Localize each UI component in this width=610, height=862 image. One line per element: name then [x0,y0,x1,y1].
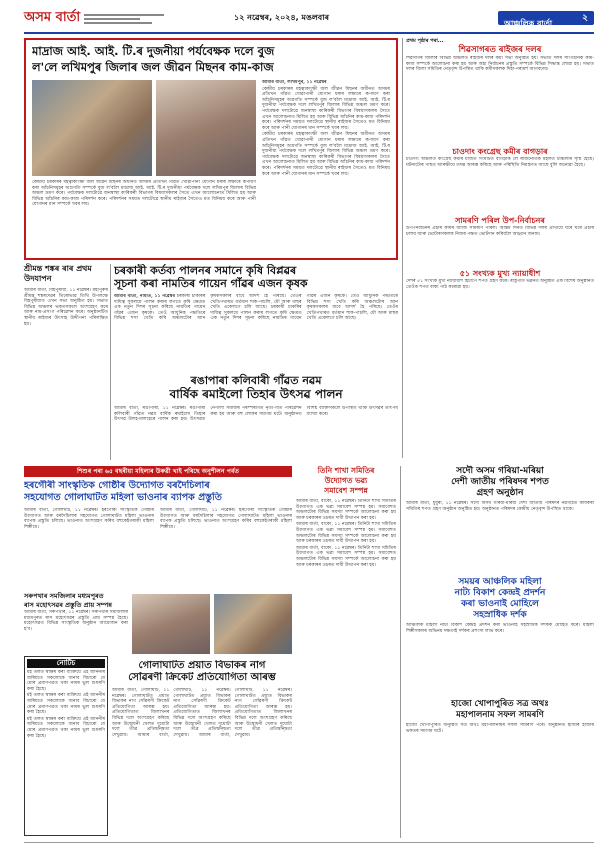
top-story-text-lower: কেন্দ্ৰীয় চৰকাৰৰ মহত্বাকাংক্ষী জল জীৱন মিছনৰ অধীনত অসমৰ প্ৰতিখন গাঁৱত খোৱাপানী যোগান ধৰাৰ লক্ষ্যৰে ৰূপায়ণ কৰা আঁচনিসমূহৰ অগ্ৰগতি সম্পৰ্কে বুজ ল'বলৈ মাদ্ৰাজ আই. আই. টি.ৰ দুজনীয়া পৰ্যবেক্ষক দলে লখিমপুৰ জিলাৰ বিভিন্ন অঞ্চল ভ্ৰমণ কৰে। পৰ্যবেক্ষক দলটোৱে জনস্বাস্থ্য কাৰিকৰী বিভাগৰ বিষয়াসকলৰ সৈতে এখন আলোচনাত মিলিত হয় আৰু বিভিন্ন আঁচনিৰ কাম-কাজ পৰিদৰ্শন কৰে। পৰিদৰ্শনৰ সময়ত দলটোৱে স্থানীয় ৰাইজৰ সৈতেও মত বিনিময় কৰে আৰু পানী যোগানৰ মান সম্পৰ্কে খবৰ লয়। [32,180,256,208]
notice-text-3: মই তলত স্বাক্ষৰ কৰা ব্যক্তিয়ে এই জাননীৰ জৰিয়তে সকলোকে জনাব বিচাৰো যে মোৰ প্ৰমাণপত্ৰত থকা নামৰ ভুল শুধৰণি কৰা হৈছে। [27,716,105,739]
mr-text-cont: আমাৰ বাৰ্তা, বাকো, ১১ নৱেম্বৰ। তিনিটা শাখা সমিতিৰ উদ্যোগত এক ভৱ্য সমাবেশ সম্পন্ন হয়। সমাবেশত অঞ্চলটোৰ বিভিন্ন সমস্যা সম্পৰ্কে আলোচনা কৰা হয় আৰু চৰকাৰৰ ওচৰত দাবী উত্থাপন কৰা হয়। [296,522,396,545]
rangapara-headline: বাৰ্ষিক ৰমাইলো তিহাৰ উৎসৱ পালন [169,387,343,401]
notice-text: মই তলত স্বাক্ষৰ কৰা ব্যক্তিয়ে এই জাননীৰ জৰিয়তে সকলোকে জনাব বিচাৰো যে মোৰ প্ৰমাণপত্ৰত থকা নামৰ ভুল শুধৰণি কৰা হৈছে। [27,670,105,692]
story5-headline-2: দেশী জাতীয় পৰিষদৰ শপত [451,477,549,487]
top-story-body [262,80,390,256]
notice-text-2: মই তলত স্বাক্ষৰ কৰা ব্যক্তিয়ে এই জাননীৰ জৰিয়তে সকলোকে জনাব বিচাৰো যে মোৰ প্ৰমাণপত্ৰত থকা নামৰ ভুল শুধৰণি কৰা হৈছে। [27,693,105,716]
golaghat-headline-2: সোঁৱৰণী ক্ৰিকেট প্ৰতিযোগিতা আৰম্ভ [128,672,276,683]
story6-body: আঞ্চলিক মহিলা নাট্য বিকাশ কেন্দ্ৰই প্ৰদৰ্শন কৰা ভাওনাই সহস্ৰাধিক দৰ্শকক মোহিত কৰে। মহিলা শিল্পীসকলৰ অভিনয় দক্ষতাই দৰ্শকৰ প্ৰশংসা লাভ কৰে। [406,623,594,634]
story2-headline: চাওদাং কংগ্ৰেছ কমীৰ বাগড়াৰ [452,147,548,156]
right-top-label: প্ৰথম পৃষ্ঠাৰ পৰা... [406,38,444,44]
hargauri-story [24,480,292,588]
rangapara-kicker: ৰঙাপাৰা কলিবাৰী গাঁৱত নৱম [190,374,322,387]
top-story-headline-1: মাদ্ৰাজ আই. আই. টি.ৰ দুজনীয়া পৰ্যবেক্ষক দলে বুজ [32,44,275,58]
mr-headline-1: তিনি শাখা সমিতিৰ [317,466,375,475]
farmer-dateline: আমাৰ বাৰ্তা, নামতি, ১১ নৱেম্বৰ [114,294,175,299]
section-tab [498,11,594,28]
rangapara-body [114,406,398,462]
farmer-text: চৰকাৰী চাকৰিৰ দায়িত্ব সুকলমে পালন কৰাৰ লগতে কৃষি ক্ষেত্ৰত এক নতুন দিশৰ সূচনা কৰিছে নামতিৰ গায়েন গাঁৱৰ এজন কৃষকে। তেওঁ আধুনিক পদ্ধতিৰে বিভিন্ন শস্য খেতি কৰি অঞ্চলটোৰ আন কৃষকসকলৰ বাবে আদৰ্শ হৈ পৰিছে। তেওঁৰ খেতিপথাৰত বৰ্তমান শাক-পাচলি, মৌ আৰু মাছৰ খেতি একেলগে চলি আছে। [114,294,302,322]
notice-box [24,656,108,836]
column-story-body: আমাৰ বাৰ্তা, বিহপুৰীয়া, ১১ নৱেম্বৰ। মহাপুৰুষ শ্ৰীমন্ত শঙ্কৰদেৱৰ তিৰোভাৱ তিথি উপলক্ষে বিহপুৰীয়াত এখন সভা অনুষ্ঠিত হয়। সভাত বিভিন্ন অঞ্চলৰ ভকতসকলে অংশগ্ৰহণ কৰে আৰু নাম-প্ৰসংগ পৰিৱেশন কৰে। অনুষ্ঠানটিত স্থানীয় ৰাইজৰ উৎসাহ উদ্দীপনা পৰিলক্ষিত হয়। [24,288,108,327]
notice-body [27,670,105,830]
golaghat-body [112,688,292,836]
hargauri-text: আমাৰ বাৰ্তা, গোলাঘাট, ১১ নৱেম্বৰ। হৰগৌৰী সাংস্কৃতিক গোষ্ঠীৰ উদ্যোগত আৰু বৰদৈচিলাৰ সহযোগত গোলাঘাটত মহিলা ভাওনাৰ ব্যাপক প্ৰস্তুতি চলিছে। ভাওনাত অংশগ্ৰহণ কৰিব বহুকেইগৰাকী মহিলা শিল্পীয়ে। [24,508,154,530]
story6-headline-4: সহস্ৰাধিক দৰ্শক [473,610,527,620]
story5-headline-1: সদৌ অসম গৰিয়া-মৰিয়া [456,466,544,476]
hargauri-headline-2: সহযোগত গোলাঘাটত মহিলা ভাওনাৰ ব্যাপক প্ৰস্তুতি [24,492,222,503]
mr-text: আমাৰ বাৰ্তা, বাকো, ১১ নৱেম্বৰ। তিনিটা শাখা সমিতিৰ উদ্যোগত এক ভৱ্য সমাবেশ সম্পন্ন হয়। সমাবেশত অঞ্চলটোৰ বিভিন্ন সমস্যা সম্পৰ্কে আলোচনা কৰা হয় আৰু চৰকাৰৰ ওচৰত দাবী উত্থাপন কৰা হয়। [296,499,396,521]
golaghat-text-cont: আমাৰ বাৰ্তা, গোলাঘাট, ১১ নৱেম্বৰ। গোলাঘাটত প্ৰয়াত বিভাকৰ নাগ সোঁৱৰণী ক্ৰিকেট প্ৰতিযোগিতা আৰম্ভ হয়। প্ৰতিযোগিতাত জিলাখনৰ বিভিন্ন দলে অংশগ্ৰহণ কৰিছে আৰু উদ্বোধনী খেলত দুয়োটা দলে তীব্ৰ প্ৰতিদ্বন্দ্বিতা দেখুৱায়। [137,688,231,738]
masthead-rule [24,32,594,34]
sarupathar-headline-1: সৰুপথাৰ সমজিলাৰ মধ্যমপুৰত [24,592,104,600]
logo: অসম বার্তা [24,10,81,25]
farmer-headline-1: চৰকাৰী কৰ্তব্য পালনৰ সমানে কৃষি বিপ্লৱৰ [114,264,297,277]
story6-headline-3: কৰা ভাওনাই মোহিলে [461,599,539,609]
section-tab-label: আঞ্চলিক বার্তা [504,19,553,28]
top-story-text-cont: কেন্দ্ৰীয় চৰকাৰৰ মহত্বাকাংক্ষী জল জীৱন মিছনৰ অধীনত অসমৰ প্ৰতিখন গাঁৱত খোৱাপানী যোগান ধৰাৰ লক্ষ্যৰে ৰূপায়ণ কৰা আঁচনিসমূহৰ অগ্ৰগতি সম্পৰ্কে বুজ ল'বলৈ মাদ্ৰাজ আই. আই. টি.ৰ দুজনীয়া পৰ্যবেক্ষক দলে লখিমপুৰ জিলাৰ বিভিন্ন অঞ্চল ভ্ৰমণ কৰে। পৰ্যবেক্ষক দলটোৱে জনস্বাস্থ্য কাৰিকৰী বিভাগৰ বিষয়াসকলৰ সৈতে এখন আলোচনাত মিলিত হয় আৰু বিভিন্ন আঁচনিৰ কাম-কাজ পৰিদৰ্শন কৰে। পৰিদৰ্শনৰ সময়ত দলটোৱে স্থানীয় ৰাইজৰ সৈতেও মত বিনিময় কৰে আৰু পানী যোগানৰ মান সম্পৰ্কে খবৰ লয়। [262,132,390,177]
farmer-story [114,264,398,370]
top-story-headline-2: ল'লে লখিমপুৰ জিলাৰ জল জীৱন মিছনৰ কাম-কাজ [32,60,274,74]
top-story-body-lower [32,180,256,256]
farmer-headline-2: সূচনা কৰা নামতিৰ গায়েন গাঁৱৰ এজন কৃষক [114,277,308,290]
story6-headline-2: নাট্য বিকাশ কেন্দ্ৰই প্ৰদৰ্শন [454,588,546,598]
masthead-contact-lines [84,12,164,26]
strip-banner: শিশুৰ পৰা ৬৫ বছৰীয়া মহিলাৰ উৰুৱী খাই পৰিছে অনুশীলন পৰ্বত [24,466,292,477]
mr-text-cont2: আমাৰ বাৰ্তা, বাকো, ১১ নৱেম্বৰ। তিনিটা শাখা সমিতিৰ উদ্যোগত এক ভৱ্য সমাবেশ সম্পন্ন হয়। সমাবেশত অঞ্চলটোৰ বিভিন্ন সমস্যা সম্পৰ্কে আলোচনা কৰা হয় আৰু চৰকাৰৰ ওচৰত দাবী উত্থাপন কৰা হয়। [296,545,396,568]
farmer-text-cont: চৰকাৰী চাকৰিৰ দায়িত্ব সুকলমে পালন কৰাৰ লগতে কৃষি ক্ষেত্ৰত এক নতুন দিশৰ সূচনা কৰিছে নামতিৰ গায়েন গাঁৱৰ এজন কৃষকে। তেওঁ আধুনিক পদ্ধতিৰে বিভিন্ন শস্য খেতি কৰি অঞ্চলটোৰ আন কৃষকসকলৰ বাবে আদৰ্শ হৈ পৰিছে। তেওঁৰ খেতিপথাৰত বৰ্তমান শাক-পাচলি, মৌ আৰু মাছৰ খেতি একেলগে চলি আছে। [210,294,398,322]
top-story-text: কেন্দ্ৰীয় চৰকাৰৰ মহত্বাকাংক্ষী জল জীৱন মিছনৰ অধীনত অসমৰ প্ৰতিখন গাঁৱত খোৱাপানী যোগান ধৰাৰ লক্ষ্যৰে ৰূপায়ণ কৰা আঁচনিসমূহৰ অগ্ৰগতি সম্পৰ্কে বুজ ল'বলৈ মাদ্ৰাজ আই. আই. টি.ৰ দুজনীয়া পৰ্যবেক্ষক দলে লখিমপুৰ জিলাৰ বিভিন্ন অঞ্চল ভ্ৰমণ কৰে। পৰ্যবেক্ষক দলটোৱে জনস্বাস্থ্য কাৰিকৰী বিভাগৰ বিষয়াসকলৰ সৈতে এখন আলোচনাত মিলিত হয় আৰু বিভিন্ন আঁচনিৰ কাম-কাজ পৰিদৰ্শন কৰে। পৰিদৰ্শনৰ সময়ত দলটোৱে স্থানীয় ৰাইজৰ সৈতেও মত বিনিময় কৰে আৰু পানী যোগানৰ মান সম্পৰ্কে খবৰ লয়। [262,86,390,131]
story1-headline: শিৱসাগৰত ৰাইজৰ দলৰ [458,45,542,55]
page-number: ২ [582,13,588,23]
top-story-dateline: আমাৰ বাৰ্তা, লখিমপুৰ, ১১ নৱেম্বৰ [262,80,327,85]
hargauri-body [24,508,154,588]
story1-body: শিৱসাগৰ জিলাৰ বিভিন্ন অঞ্চলত ৰাইজৰ দলৰ কৰ্মী সভা অনুষ্ঠিত হয়। সভাত দলৰ সাংগঠনিক কাম-কাজ সম্পৰ্কে আলোচনা কৰা হয় আৰু অহা নিৰ্বাচনৰ প্ৰস্তুতি সম্পৰ্কে বিভিন্ন সিদ্ধান্ত লোৱা হয়। সভাত দলৰ জিলা সমিতিৰ নেতৃবৃন্দ উপস্থিত থাকি কৰ্মীসকলক দিহা-পৰামৰ্শ আগবঢ়ায়। [406,56,594,73]
hargauri-body-right [160,508,292,588]
story4-body: দেশৰ ৫১ সংখ্যক মুখ্য ন্যায়াধীশ হিচাপে শপত গ্ৰহণ কৰে। ৰাষ্ট্ৰপতি ভৱনত অনুষ্ঠিত এক বিশেষ অনুষ্ঠানত তেওঁক শপত বাক্য পাঠ কৰোৱা হয়। [406,279,594,290]
hargauri-photo-1 [132,594,210,654]
column-rule [110,264,111,460]
middle-right-story [296,466,396,836]
mr-body [296,499,396,829]
golaghat-headline-1: গোলাঘাটত প্ৰয়াত বিভাকৰ নাগ [138,660,266,671]
sarupathar-headline-2: ৰাস মহোৎসৱৰ প্ৰস্তুতি প্ৰায় সম্পন্ন [24,601,113,609]
mr-headline-2: উদ্যোগত ভৱ্য [324,476,368,485]
hargauri-headline-1: হৰগৌৰী সাংস্কৃতিক গোষ্ঠীৰ উদ্যোগত বৰদৈচিলাৰ [24,480,210,491]
masthead [24,8,594,30]
sarupathar-story [24,592,128,652]
hargauri-text-cont: আমাৰ বাৰ্তা, গোলাঘাট, ১১ নৱেম্বৰ। হৰগৌৰী সাংস্কৃতিক গোষ্ঠীৰ উদ্যোগত আৰু বৰদৈচিলাৰ সহযোগত গোলাঘাটত মহিলা ভাওনাৰ ব্যাপক প্ৰস্তুতি চলিছে। ভাওনাত অংশগ্ৰহণ কৰিব বহুকেইগৰাকী মহিলা শিল্পীয়ে। [160,508,292,530]
story3-body: উপ-নিৰ্বাচনৰ প্ৰচাৰ কাৰ্যৰ আজি সামৰণি পৰিল। অন্তিম দিনত বিভিন্ন দলৰ প্ৰাৰ্থীয়ে ঘৰে ঘৰে প্ৰচাৰ চলায় আৰু ভোটাৰসকলক নিজৰ পক্ষত ভোটদান কৰিবলৈ আহ্বান জনায়। [406,226,594,237]
right-column-rule [402,38,403,458]
date-line: ১২ নৱেম্বৰ, ২০২৪, মঙলবাৰ [234,13,330,22]
golaghat-text: আমাৰ বাৰ্তা, গোলাঘাট, ১১ নৱেম্বৰ। গোলাঘাটত প্ৰয়াত বিভাকৰ নাগ সোঁৱৰণী ক্ৰিকেট প্ৰতিযোগিতা আৰম্ভ হয়। প্ৰতিযোগিতাত জিলাখনৰ বিভিন্ন দলে অংশগ্ৰহণ কৰিছে আৰু উদ্বোধনী খেলত দুয়োটা দলে তীব্ৰ প্ৰতিদ্বন্দ্বিতা দেখুৱায়। [112,688,170,738]
story7-headline-1: হাজো খোপাপুৰিত সত্ৰ অথঃ [451,699,549,709]
mid-rule [400,466,401,838]
story7-body: হাজো খোপাপুৰিত অনুষ্ঠিত সত্ৰ অথঃ মহাপালনামৰ সফল সামৰণি পৰে। অনুষ্ঠানত হাজাৰ হাজাৰ ভকতৰ সমাগম ঘটে। [406,723,594,734]
rangapara-story [114,374,398,462]
column-story [24,264,108,460]
story5-headline-3: গ্ৰহণ অনুষ্ঠান [476,488,524,498]
golaghat-story [112,660,292,836]
story3-headline: সামৰণি পৰিল উপ-নিৰ্বাচনৰ [455,216,545,225]
sarupathar-body: আমাৰ বাৰ্তা, সৰুপথাৰ, ১১ নৱেম্বৰ। সৰুপথাৰ সমজিলাৰ মধ্যমপুৰত ৰাস মহোৎসৱৰ প্ৰস্তুতি প্ৰায় সম্পন্ন হৈছে। মহোৎসৱত বিভিন্ন সাংস্কৃতিক অনুষ্ঠান আয়োজন কৰা হ'ব। [24,610,128,632]
story2-body: চাওদাং অঞ্চলত কংগ্ৰেছ কৰ্মীৰ মাজত সংঘটিত বাগড়াক লৈ ৰাজনৈতিক মহলত চাঞ্চল্যৰ সৃষ্টি হৈছে। ঘটনাটোৰ পাছত আৰক্ষীয়ে তদন্ত আৰম্ভ কৰিছে আৰু পৰিস্থিতি নিয়ন্ত্ৰণত আছে বুলি জনোৱা হৈছে। [406,157,594,168]
story7-headline-2: মহাপালনাম সফল সামৰণি [456,710,544,720]
rangapara-text: আমাৰ বাৰ্তা, ৰঙাপাৰা, ১১ নৱেম্বৰ। ৰঙাপাৰা কলিবাৰী গাঁৱত নৱম বাৰ্ষিক ৰমাইলো তিহাৰ উৎসৱ উলহ-মালহেৰে পালন কৰা হয়। উৎসৱত নেপালী সমাজৰ পৰম্পৰাগত নৃত্য-গীত পৰিৱেশন কৰা হয় আৰু বহু লোকৰ সমাগম ঘটে। অনুষ্ঠানত বিশিষ্ট ব্যক্তিসকলে উপস্থিত থাকি উৎসৱৰ তাৎপৰ্য ব্যাখ্যা কৰে। [114,406,398,423]
right-column [406,38,594,458]
column-story-headline: শ্ৰীমন্ত শঙ্কৰ ৰাৰ প্ৰথম উদযাপন [24,264,92,283]
top-story-photo-2 [156,80,256,176]
story6-headline-1: সময়ৰ আঞ্চলিক মহিলা [458,577,542,587]
story4-headline: ৫১ সংখ্যক মুখ্য ন্যায়াধীশ [459,269,541,278]
right-lower [406,466,594,838]
top-story [24,38,398,260]
mr-headline-3: সমাবেশ সম্পন্ন [324,486,368,495]
bottom-rule [24,842,594,843]
notice-title: নোটিচ [27,659,105,668]
golaghat-text-cont2: আমাৰ বাৰ্তা, গোলাঘাট, ১১ নৱেম্বৰ। গোলাঘাটত প্ৰয়াত বিভাকৰ নাগ সোঁৱৰণী ক্ৰিকেট প্ৰতিযোগিতা আৰম্ভ হয়। প্ৰতিযোগিতাত জিলাখনৰ বিভিন্ন দলে অংশগ্ৰহণ কৰিছে আৰু উদ্বোধনী খেলত দুয়োটা দলে তীব্ৰ প্ৰতিদ্বন্দ্বিতা দেখুৱায়। [198,688,292,738]
hargauri-photo-2 [214,594,292,654]
top-story-photo-1 [32,80,152,176]
farmer-body [114,294,398,370]
story5-body: আমাৰ বাৰ্তা, ধুবুৰী, ১১ নৱেম্বৰ। সদৌ অসম গৰিয়া-মৰিয়া দেশী জাতীয় পৰিষদৰ নৱগঠিত কাৰ্যকৰী সমিতিৰ শপত গ্ৰহণ অনুষ্ঠান অনুষ্ঠিত হয়। অনুষ্ঠানত পৰিষদৰ কেন্দ্ৰীয় নেতৃবৃন্দ উপস্থিত থাকে। [406,501,594,512]
